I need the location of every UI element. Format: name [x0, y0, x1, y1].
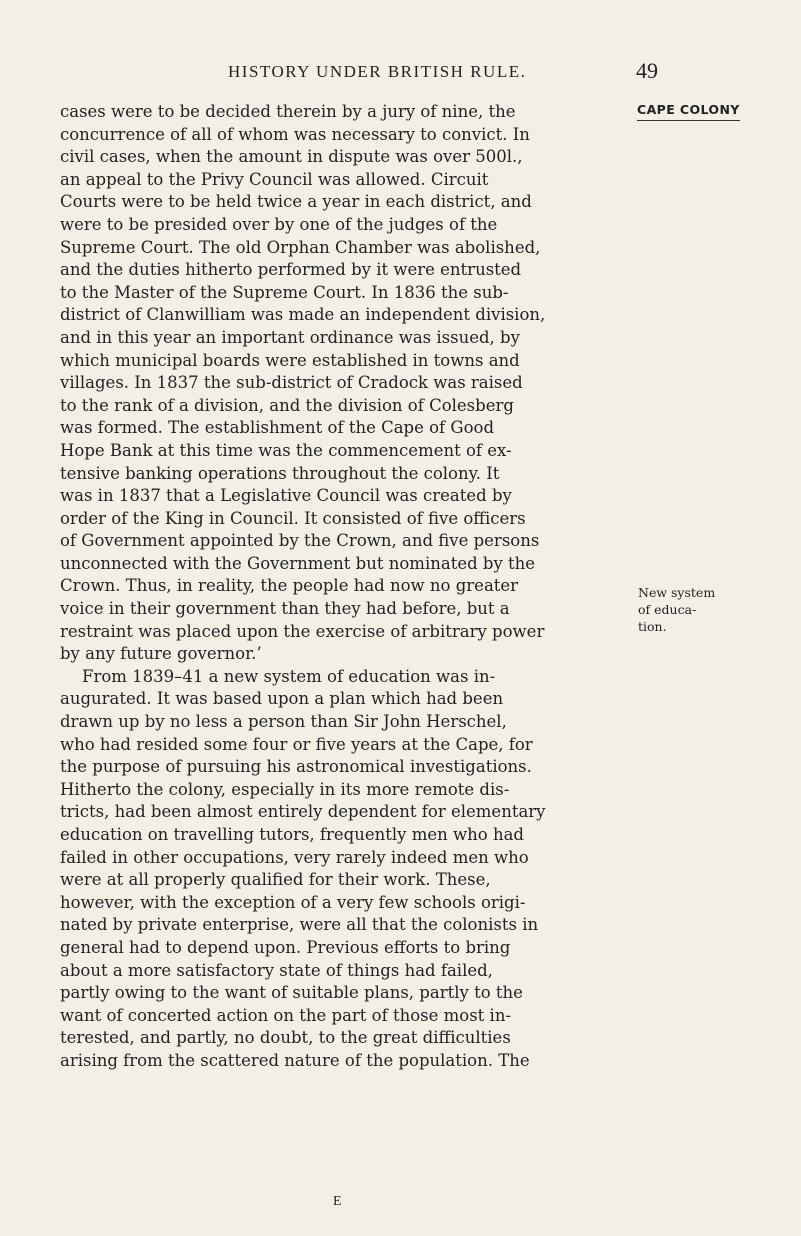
text-line: who had resided some four or five years at the Cape, for	[60, 734, 533, 754]
text-line: general had to depend upon. Previous efforts to bring	[60, 937, 511, 957]
text-line: civil cases, when the amount in dispute was over 500l.,	[60, 147, 523, 167]
page-header	[140, 58, 660, 86]
text-line: restraint was placed upon the exercise of arbitrary power	[60, 621, 545, 641]
margin-note-line: New system	[638, 585, 716, 600]
text-line: was formed. The establishment of the Cape of Good	[60, 418, 495, 438]
text-line: was in 1837 that a Legislative Council was created by	[60, 486, 512, 506]
text-line: terested, and partly, no doubt, to the great difficulties	[60, 1028, 511, 1048]
side-heading: CAPE COLONY	[637, 101, 740, 121]
text-line: voice in their government than they had before, but a	[60, 599, 510, 619]
margin-note-line: of educa-	[638, 602, 697, 617]
text-line: however, with the exception of a very few schools origi-	[60, 892, 526, 912]
text-line: Supreme Court. The old Orphan Chamber was abolished,	[60, 237, 541, 257]
text-line: the purpose of pursuing his astronomical investigations.	[60, 757, 532, 777]
text-line: Hope Bank at this time was the commencement of ex-	[60, 440, 512, 460]
text-line: Crown. Thus, in reality, the people had now no greater	[60, 576, 519, 596]
text-line: From 1839–41 a new system of education was in-	[82, 666, 496, 686]
running-head: HISTORY UNDER BRITISH RULE.	[228, 62, 527, 81]
text-line: want of concerted action on the part of those most in-	[60, 1005, 512, 1025]
body-text	[60, 101, 627, 1073]
text-line: were at all properly qualified for their work. These,	[60, 870, 491, 890]
text-line: tensive banking operations throughout the colony. It	[60, 463, 500, 483]
text-line: villages. In 1837 the sub-district of Cradock was raised	[60, 373, 523, 393]
text-line: of Government appointed by the Crown, and five persons	[60, 531, 540, 551]
text-line: cases were to be decided therein by a jury of nine, the	[60, 102, 516, 121]
text-line: to the Master of the Supreme Court. In 1836 the sub-	[60, 282, 509, 302]
text-line: an appeal to the Privy Council was allowed. Circuit	[60, 169, 489, 189]
page-number: 49	[636, 58, 658, 83]
text-line: failed in other occupations, very rarely indeed men who	[60, 847, 529, 867]
text-line: tricts, had been almost entirely dependent for elementary	[60, 802, 546, 822]
signature-mark: E	[333, 1194, 343, 1209]
text-line: augurated. It was based upon a plan which had been	[60, 689, 504, 709]
text-line: nated by private enterprise, were all that the colonists in	[60, 915, 539, 935]
text-line: unconnected with the Government but nominated by the	[60, 553, 536, 573]
text-line: to the rank of a division, and the division of Colesberg	[60, 395, 514, 415]
text-line: and in this year an important ordinance was issued, by	[60, 327, 520, 347]
text-line: concurrence of all of whom was necessary to convict. In	[60, 124, 530, 144]
text-line: drawn up by no less a person than Sir John Herschel,	[60, 712, 507, 732]
text-line: and the duties hitherto performed by it were entrusted	[60, 260, 522, 280]
text-line: about a more satisfactory state of things had failed,	[60, 960, 493, 980]
margin-note	[638, 584, 715, 635]
margin-note-line: tion.	[638, 619, 667, 634]
text-line: arising from the scattered nature of the population. The	[60, 1050, 530, 1070]
text-line: education on travelling tutors, frequently men who had	[60, 825, 524, 844]
text-line: were to be presided over by one of the judges of the	[60, 214, 498, 234]
text-line: which municipal boards were established in towns and	[60, 350, 520, 370]
text-line: order of the King in Council. It consisted of five officers	[60, 508, 526, 528]
text-line: partly owing to the want of suitable plans, partly to the	[60, 983, 523, 1003]
text-line: district of Clanwilliam was made an independent division,	[60, 305, 546, 325]
text-line: Hitherto the colony, especially in its more remote dis-	[60, 779, 510, 799]
text-line: by any future governor.’	[60, 644, 262, 664]
text-line: Courts were to be held twice a year in each district, and	[60, 192, 532, 212]
